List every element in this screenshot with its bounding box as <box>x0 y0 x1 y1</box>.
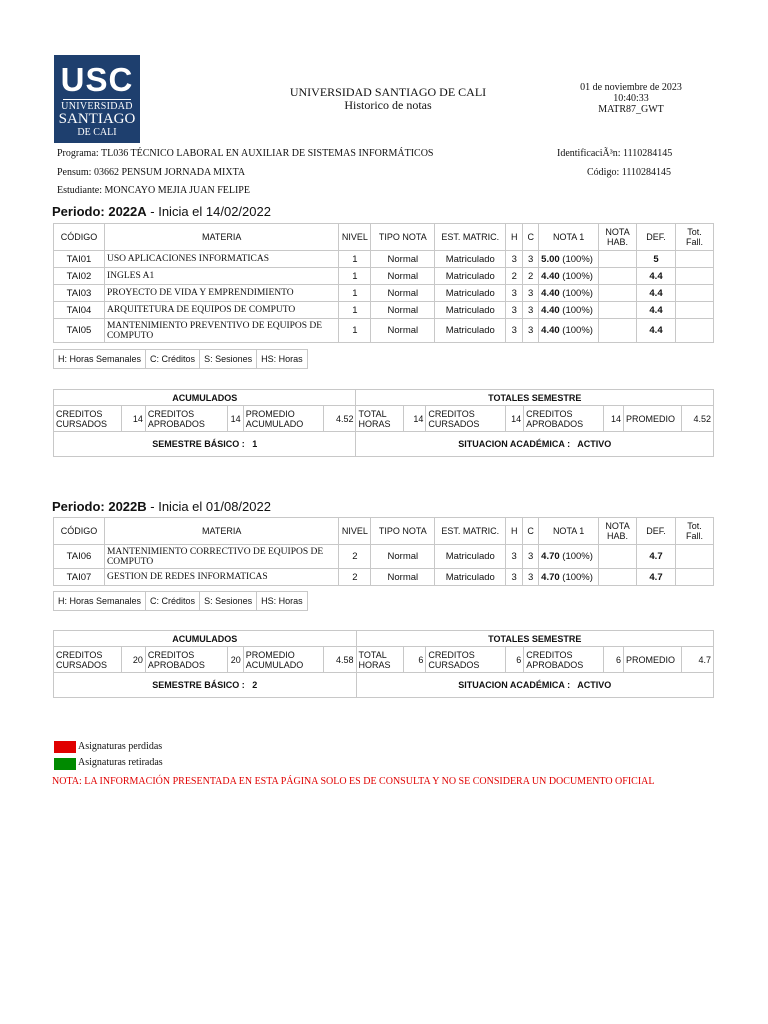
legend-s: S: Sesiones <box>200 592 257 611</box>
tot-promedio: 4.7 <box>682 647 714 673</box>
row-tot <box>675 319 713 343</box>
label-creditos-aprobados: CREDITOS APROBADOS <box>145 647 227 673</box>
col-h: H <box>506 518 523 545</box>
table-row <box>54 302 714 319</box>
col-c: C <box>523 224 539 251</box>
row-c: 3 <box>523 302 539 319</box>
label-promedio-acumulado: PROMEDIO ACUMULADO <box>243 406 323 432</box>
row-nivel: 1 <box>339 251 371 268</box>
table-row <box>54 285 714 302</box>
row-hab <box>599 268 637 285</box>
col-nota-hab: NOTA HAB. <box>599 518 637 545</box>
report-code: MATR87_GWT <box>598 104 664 115</box>
row-tipo: Normal <box>371 545 435 569</box>
row-c: 3 <box>523 251 539 268</box>
row-est: Matriculado <box>435 268 506 285</box>
row-nivel: 1 <box>339 302 371 319</box>
legend-h: H: Horas Semanales <box>54 592 146 611</box>
row-est: Matriculado <box>435 319 506 343</box>
label-promedio-acumulado: PROMEDIO ACUMULADO <box>243 647 323 673</box>
date-block <box>548 82 714 115</box>
row-nota: 4.70 (100%) <box>539 545 599 569</box>
row-est: Matriculado <box>435 569 506 586</box>
legend-hs: HS: Horas <box>257 592 308 611</box>
row-nota: 4.70 (100%) <box>539 569 599 586</box>
logo-line-1: UNIVERSIDAD <box>61 101 133 112</box>
grades-table <box>53 223 714 343</box>
table-row <box>54 319 714 343</box>
row-tipo: Normal <box>371 285 435 302</box>
row-nivel: 1 <box>339 319 371 343</box>
row-hab <box>599 251 637 268</box>
col-nota1: NOTA 1 <box>539 518 599 545</box>
row-tipo: Normal <box>371 302 435 319</box>
legend-hs: HS: Horas <box>257 350 308 369</box>
row-materia: PROYECTO DE VIDA Y EMPRENDIMIENTO <box>104 285 338 302</box>
row-c: 3 <box>523 545 539 569</box>
row-tot <box>675 569 713 586</box>
row-nota: 4.40 (100%) <box>539 285 599 302</box>
period-start: - Inicia el 01/08/2022 <box>146 499 271 514</box>
col-est: EST. MATRIC. <box>435 224 506 251</box>
row-def: 4.4 <box>637 319 676 343</box>
abbreviation-legend <box>53 349 308 369</box>
identificacion-line: IdentificaciÃ³n: 1110284145 <box>557 148 673 159</box>
pensum-line: Pensum: 03662 PENSUM JORNADA MIXTA <box>57 167 246 178</box>
logo-line-3: DE CALI <box>77 127 117 138</box>
tot-promedio: 4.52 <box>681 406 713 432</box>
acum-aprobados: 20 <box>227 647 243 673</box>
row-def: 4.7 <box>637 545 676 569</box>
row-materia: USO APLICACIONES INFORMATICAS <box>104 251 338 268</box>
label-creditos-cursados: CREDITOS CURSADOS <box>54 647 122 673</box>
label-total-horas: TOTAL HORAS <box>356 647 404 673</box>
logo-text: USC <box>60 61 134 98</box>
row-codigo: TAI04 <box>54 302 105 319</box>
period-title <box>52 499 271 514</box>
label-creditos-aprobados: CREDITOS APROBADOS <box>145 406 227 432</box>
row-tipo: Normal <box>371 268 435 285</box>
row-h: 3 <box>506 569 523 586</box>
col-def: DEF. <box>637 518 676 545</box>
row-codigo: TAI01 <box>54 251 105 268</box>
row-tot <box>675 545 713 569</box>
row-nivel: 2 <box>339 545 371 569</box>
col-nivel: NIVEL <box>339 224 371 251</box>
row-def: 5 <box>637 251 676 268</box>
row-hab <box>599 302 637 319</box>
row-tot <box>675 302 713 319</box>
usc-logo <box>54 55 140 143</box>
row-c: 3 <box>523 569 539 586</box>
legend-h: H: Horas Semanales <box>54 350 146 369</box>
row-def: 4.4 <box>637 268 676 285</box>
abbreviation-legend <box>53 591 308 611</box>
row-c: 3 <box>523 319 539 343</box>
col-materia: MATERIA <box>104 518 338 545</box>
situacion-academica: SITUACION ACADÉMICA : ACTIVO <box>356 673 713 698</box>
acumulados-header: ACUMULADOS <box>54 631 357 647</box>
row-h: 2 <box>506 268 523 285</box>
table-row <box>54 569 714 586</box>
row-h: 3 <box>506 545 523 569</box>
table-row <box>54 545 714 569</box>
university-name: UNIVERSIDAD SANTIAGO DE CALI <box>289 85 487 99</box>
col-tot-fall: Tot. Fall. <box>675 518 713 545</box>
label-creditos-aprobados: CREDITOS APROBADOS <box>524 647 604 673</box>
label-promedio: PROMEDIO <box>624 647 682 673</box>
col-tot-fall: Tot. Fall. <box>675 224 713 251</box>
legend-c: C: Créditos <box>146 592 200 611</box>
row-nivel: 1 <box>339 268 371 285</box>
row-nivel: 1 <box>339 285 371 302</box>
grades-table <box>53 517 714 586</box>
label-total-horas: TOTAL HORAS <box>356 406 404 432</box>
period-name: Periodo: 2022B <box>52 499 147 514</box>
row-tot <box>675 268 713 285</box>
row-def: 4.4 <box>637 285 676 302</box>
row-est: Matriculado <box>435 285 506 302</box>
col-codigo: CÓDIGO <box>54 518 105 545</box>
col-tipo: TIPO NOTA <box>371 518 435 545</box>
report-date: 01 de noviembre de 2023 <box>580 82 682 93</box>
table-header <box>54 224 714 251</box>
row-est: Matriculado <box>435 545 506 569</box>
col-codigo: CÓDIGO <box>54 224 105 251</box>
acum-cursados: 14 <box>121 406 145 432</box>
retiradas-swatch <box>54 758 76 770</box>
label-creditos-aprobados: CREDITOS APROBADOS <box>524 406 604 432</box>
row-nota: 4.40 (100%) <box>539 319 599 343</box>
row-nota: 4.40 (100%) <box>539 268 599 285</box>
tot-cursados: 14 <box>506 406 524 432</box>
row-materia: GESTION DE REDES INFORMATICAS <box>104 569 338 586</box>
row-h: 3 <box>506 302 523 319</box>
row-hab <box>599 569 637 586</box>
row-hab <box>599 319 637 343</box>
label-promedio: PROMEDIO <box>623 406 681 432</box>
row-tot <box>675 251 713 268</box>
row-def: 4.4 <box>637 302 676 319</box>
estudiante-line: Estudiante: MONCAYO MEJIA JUAN FELIPE <box>57 185 250 196</box>
row-hab <box>599 285 637 302</box>
col-c: C <box>523 518 539 545</box>
row-tipo: Normal <box>371 251 435 268</box>
row-h: 3 <box>506 251 523 268</box>
logo-divider <box>63 99 131 100</box>
row-tipo: Normal <box>371 569 435 586</box>
acumulados-header: ACUMULADOS <box>54 390 356 406</box>
table-row <box>54 268 714 285</box>
row-tot <box>675 285 713 302</box>
acum-promedio: 4.58 <box>323 647 356 673</box>
row-codigo: TAI06 <box>54 545 105 569</box>
row-materia: ARQUITETURA DE EQUIPOS DE COMPUTO <box>104 302 338 319</box>
disclaimer-note: NOTA: LA INFORMACIÓN PRESENTADA EN ESTA PÁGINA SOLO ES DE CONSULTA Y NO SE CONSIDERA UN DOCUMENTO OFICIAL <box>52 776 655 787</box>
row-est: Matriculado <box>435 251 506 268</box>
col-nivel: NIVEL <box>339 518 371 545</box>
tot-cursados: 6 <box>506 647 524 673</box>
period-title <box>52 204 271 219</box>
summary-table <box>53 630 714 698</box>
logo-line-2: SANTIAGO <box>58 111 136 127</box>
row-h: 3 <box>506 319 523 343</box>
row-materia: MANTENIMIENTO PREVENTIVO DE EQUIPOS DE COMPUTO <box>104 319 338 343</box>
report-subtitle: Historico de notas <box>344 98 432 112</box>
col-tipo: TIPO NOTA <box>371 224 435 251</box>
row-nota: 4.40 (100%) <box>539 302 599 319</box>
semestre-basico: SEMESTRE BÁSICO : 2 <box>54 673 357 698</box>
totales-header: TOTALES SEMESTRE <box>356 390 714 406</box>
period-name: Periodo: 2022A <box>52 204 147 219</box>
row-def: 4.7 <box>637 569 676 586</box>
col-nota1: NOTA 1 <box>539 224 599 251</box>
row-tipo: Normal <box>371 319 435 343</box>
acum-cursados: 20 <box>121 647 145 673</box>
acum-aprobados: 14 <box>227 406 243 432</box>
report-time: 10:40:33 <box>613 93 649 104</box>
totales-header: TOTALES SEMESTRE <box>356 631 713 647</box>
programa-line: Programa: TL036 TÉCNICO LABORAL EN AUXILIAR DE SISTEMAS INFORMÁTICOS <box>57 148 434 159</box>
row-codigo: TAI02 <box>54 268 105 285</box>
tot-aprobados: 14 <box>604 406 624 432</box>
row-nivel: 2 <box>339 569 371 586</box>
codigo-line: Código: 1110284145 <box>587 167 671 178</box>
row-codigo: TAI03 <box>54 285 105 302</box>
retiradas-label: Asignaturas retiradas <box>78 757 163 768</box>
row-est: Matriculado <box>435 302 506 319</box>
row-codigo: TAI07 <box>54 569 105 586</box>
label-creditos-cursados: CREDITOS CURSADOS <box>426 406 506 432</box>
row-hab <box>599 545 637 569</box>
row-materia: INGLES A1 <box>104 268 338 285</box>
perdidas-swatch <box>54 741 76 753</box>
tot-aprobados: 6 <box>604 647 624 673</box>
label-creditos-cursados: CREDITOS CURSADOS <box>426 647 506 673</box>
table-row <box>54 251 714 268</box>
row-h: 3 <box>506 285 523 302</box>
col-h: H <box>506 224 523 251</box>
period-start: - Inicia el 14/02/2022 <box>146 204 271 219</box>
summary-table <box>53 389 714 457</box>
legend-c: C: Créditos <box>146 350 200 369</box>
tot-horas: 6 <box>404 647 426 673</box>
row-materia: MANTENIMIENTO CORRECTIVO DE EQUIPOS DE COMPUTO <box>104 545 338 569</box>
row-codigo: TAI05 <box>54 319 105 343</box>
col-materia: MATERIA <box>104 224 338 251</box>
legend-s: S: Sesiones <box>200 350 257 369</box>
label-creditos-cursados: CREDITOS CURSADOS <box>54 406 122 432</box>
semestre-basico: SEMESTRE BÁSICO : 1 <box>54 432 356 457</box>
table-header <box>54 518 714 545</box>
situacion-academica: SITUACION ACADÉMICA : ACTIVO <box>356 432 714 457</box>
col-nota-hab: NOTA HAB. <box>599 224 637 251</box>
col-def: DEF. <box>637 224 676 251</box>
report-heading <box>240 86 536 112</box>
row-nota: 5.00 (100%) <box>539 251 599 268</box>
row-c: 2 <box>523 268 539 285</box>
col-est: EST. MATRIC. <box>435 518 506 545</box>
row-c: 3 <box>523 285 539 302</box>
tot-horas: 14 <box>404 406 426 432</box>
perdidas-label: Asignaturas perdidas <box>78 741 163 752</box>
acum-promedio: 4.52 <box>323 406 356 432</box>
